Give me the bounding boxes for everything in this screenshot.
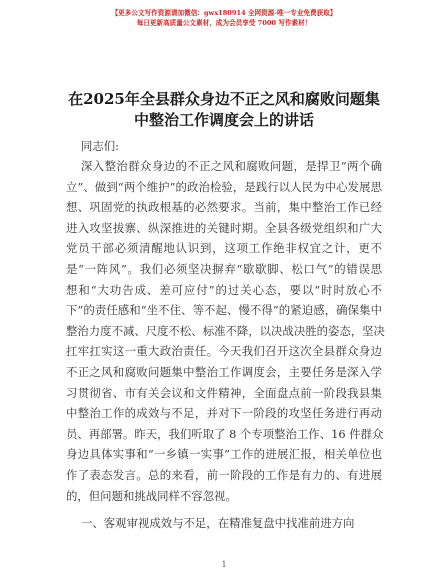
section-heading: 一、客观审视成效与不足，在精准复盘中找准前进方向 [81, 516, 355, 530]
body-line: 立”、做到“两个维护”的政治检验，是践行以人民为中心发展思 [66, 179, 382, 194]
promo-banner-line-2: 每日更新高质量公文素材，成为会员享受 7000 写作素材！ [136, 19, 312, 27]
body-line: 进入攻坚拔寨、纵深推进的关键时期。全县各级党组织和广大 [66, 220, 382, 235]
document-title-line-2: 中整治工作调度会上的讲话 [133, 111, 314, 129]
body-line: 中整治工作的成效与不足，并对下一阶段的攻坚任务进行再动 [66, 406, 382, 421]
page-number: 1 [221, 560, 227, 569]
body-line: 作了表态发言。总的来看，前一阶段的工作是有力的、有进展 [66, 468, 382, 482]
body-line: 党员干部必须清醒地认识到，这项工作绝非权宜之计，更不 [66, 241, 382, 256]
body-line: 员、再部署。昨天，我们听取了 8 个专项整治工作、16 件群众 [66, 426, 384, 441]
document-title-line-1: 在2025年全县群众身边不正之风和腐败问题集 [68, 90, 380, 108]
body-line: 习贯彻省、市有关会议和文件精神，全面盘点前一阶段我县集 [66, 385, 382, 400]
body-line: 想和“大功告成、差可应付”的过关心态，要以“时时放心不 [66, 282, 382, 297]
body-line: 身边具体实事和“一乡镇一实事”工作的进展汇报，相关单位也 [66, 447, 382, 462]
greeting: 同志们: [81, 139, 120, 153]
body-line: 扛牢扛实这一重大政治责任。今天我们召开这次全县群众身边 [66, 344, 382, 359]
body-line: 想、巩固党的执政根基的必然要求。当前，集中整治工作已经 [66, 200, 382, 215]
body-line: 的，但问题和挑战同样不容忽视。 [66, 488, 237, 503]
promo-banner-line-1: 【更多公文写作资源请加微信：gwx180914 全网资源-唯一专业免费获取】 [111, 9, 337, 17]
body-line: 深入整治群众身边的不正之风和腐败问题，是捍卫“两个确 [81, 159, 382, 173]
body-line: 是“一阵风”。我们必须坚决摒弃“歇歇脚、松口气”的错误思 [66, 262, 382, 276]
body-line: 下”的责任感和“坐不住、等不起、慢不得”的紧迫感，确保集中 [66, 303, 382, 318]
body-line: 不正之风和腐败问题集中整治工作调度会，主要任务是深入学 [66, 365, 382, 379]
body-line: 整治力度不减、尺度不松、标准不降，以决战决胜的姿态，坚决 [66, 323, 385, 338]
